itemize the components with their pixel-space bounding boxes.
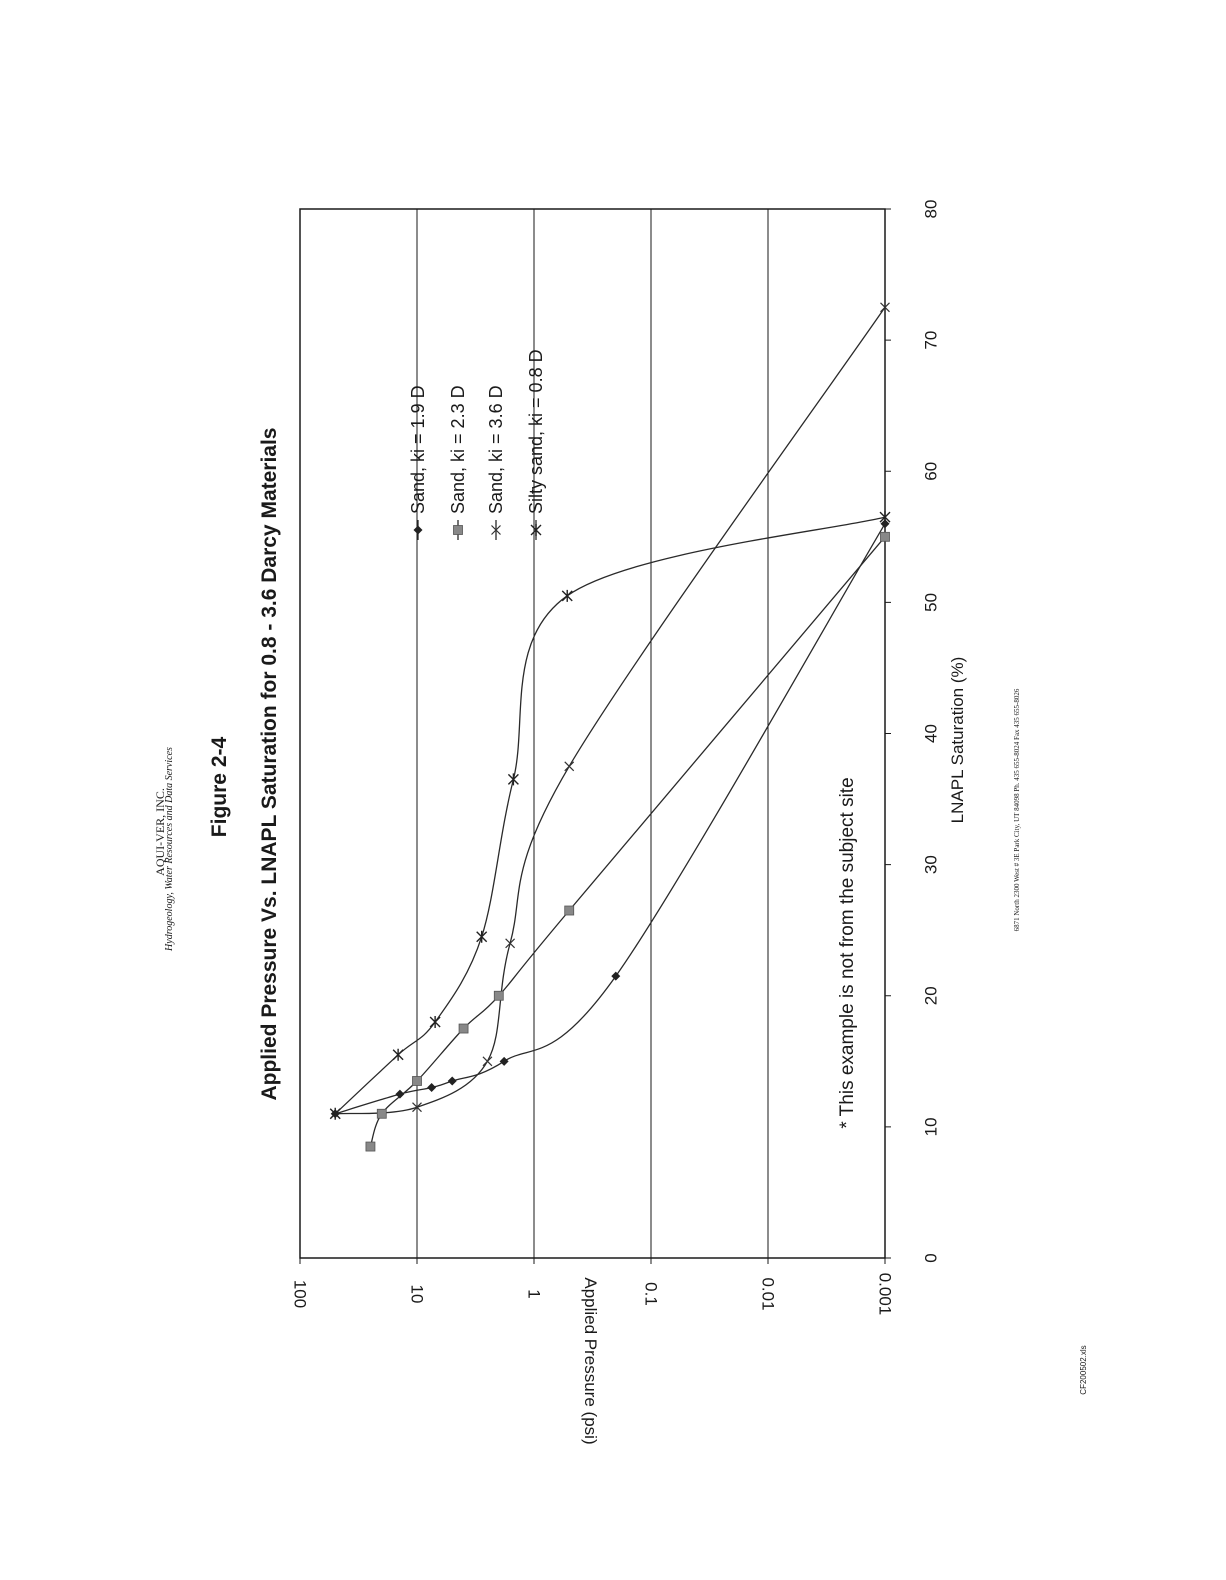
y-tick-label: 10 <box>407 1284 427 1304</box>
figure-number: Figure 2-4 <box>208 736 231 838</box>
data-point-series-1 <box>500 1057 509 1066</box>
legend-label: Sand, ki = 3.6 D <box>486 385 506 514</box>
x-tick-label: 30 <box>921 855 941 875</box>
data-point-series-4 <box>562 590 572 602</box>
data-point-series-2 <box>459 1024 468 1033</box>
data-point-series-2 <box>565 906 574 915</box>
y-axis-title: Applied Pressure (psi) <box>581 1277 600 1445</box>
data-point-series-4 <box>880 511 890 523</box>
series-line-4 <box>335 517 885 1114</box>
data-point-series-4 <box>430 1016 440 1028</box>
data-point-series-2 <box>413 1076 422 1085</box>
legend-swatch-marker <box>454 526 463 535</box>
company-address: 6871 North 2300 West # 3E Park City, UT 84098 Ph. 435 655-8024 Fax 435 655-8026 <box>1013 688 1021 932</box>
example-note: * This example is not from the subject site <box>837 777 858 1129</box>
x-tick-label: 10 <box>921 1117 941 1137</box>
plot-area-border <box>300 209 885 1258</box>
company-name: AQUI-VER, INC. <box>153 788 167 876</box>
data-point-series-1 <box>427 1083 436 1092</box>
data-point-series-4 <box>477 931 487 943</box>
data-point-series-4 <box>393 1049 403 1061</box>
data-point-series-2 <box>881 532 890 541</box>
series-line-2 <box>370 537 885 1147</box>
y-tick-label: 1 <box>524 1289 544 1299</box>
data-point-series-2 <box>377 1109 386 1118</box>
figure-title: Applied Pressure Vs. LNAPL Saturation for 0.8 - 3.6 Darcy Materials <box>258 427 281 1101</box>
y-tick-label: 0.001 <box>875 1272 895 1316</box>
y-tick-label: 0.01 <box>758 1277 778 1311</box>
data-point-series-1 <box>448 1076 457 1085</box>
y-tick-label: 100 <box>290 1279 310 1309</box>
file-name: CF200502.xls <box>1079 1345 1088 1395</box>
legend-swatch-marker <box>531 524 541 536</box>
x-tick-label: 20 <box>921 986 941 1006</box>
x-tick-label: 60 <box>921 461 941 481</box>
data-point-series-3 <box>483 1057 492 1066</box>
data-point-series-3 <box>565 762 574 771</box>
x-axis-title: LNAPL Saturation (%) <box>948 656 967 824</box>
y-tick-label: 0.1 <box>641 1282 661 1306</box>
data-point-series-2 <box>366 1142 375 1151</box>
company-tagline: Hydrogeology, Water Resources and Data Services <box>164 747 175 951</box>
x-tick-label: 0 <box>921 1253 941 1263</box>
data-point-series-1 <box>395 1090 404 1099</box>
data-point-series-1 <box>611 972 620 981</box>
legend-swatch-marker <box>414 526 423 535</box>
data-point-series-4 <box>508 773 518 785</box>
legend-label: Silty sand, ki = 0.8 D <box>526 349 546 514</box>
data-point-series-3 <box>506 939 515 948</box>
legend-label: Sand, ki = 1.9 D <box>408 385 428 514</box>
data-point-series-2 <box>494 991 503 1000</box>
x-tick-label: 70 <box>921 330 941 350</box>
x-tick-label: 80 <box>921 199 941 219</box>
legend-label: Sand, ki = 2.3 D <box>448 385 468 514</box>
x-tick-label: 50 <box>921 592 941 612</box>
series-line-1 <box>335 524 885 1114</box>
x-tick-label: 40 <box>921 724 941 743</box>
